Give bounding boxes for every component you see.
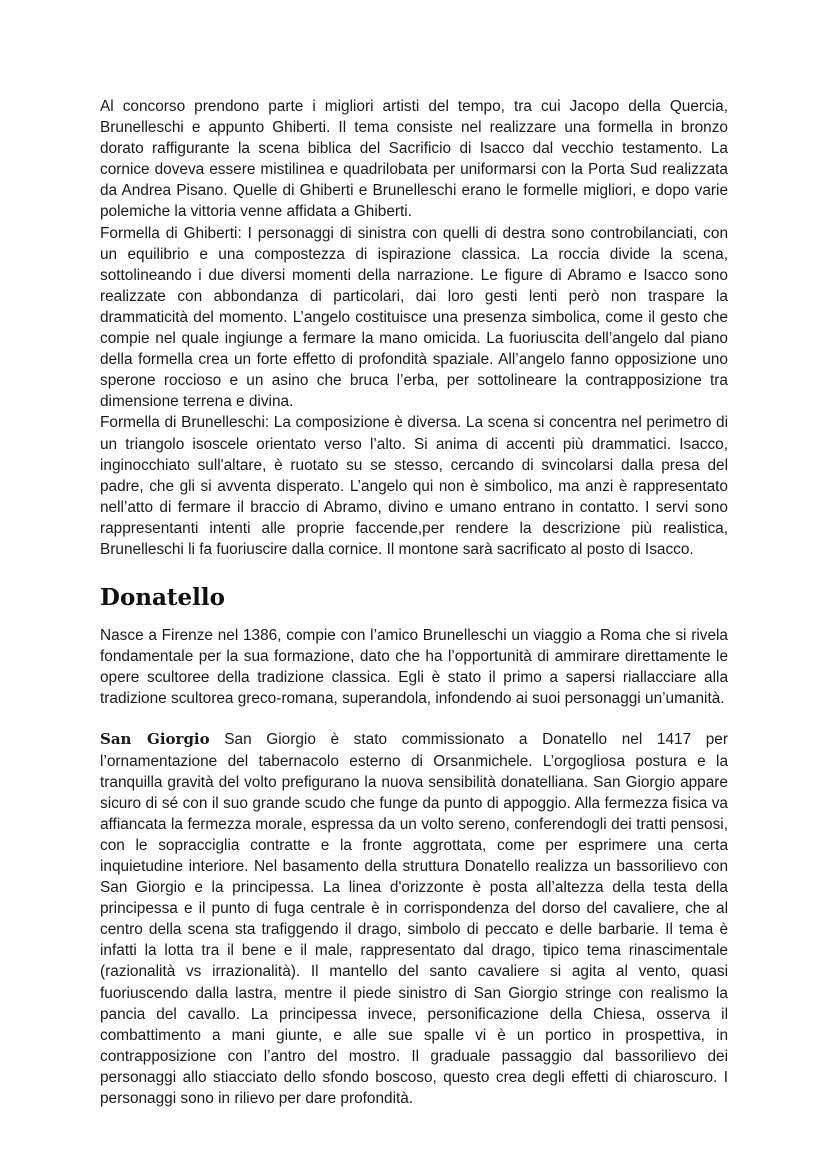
document-page — [100, 96, 728, 1109]
inline-title-san-giorgio: San Giorgio — [100, 730, 210, 749]
paragraph-ghiberti-panel: Formella di Ghiberti: I personaggi di sinistra con quelli di destra sono controbilanciati, con un equilibrio e una compostezza di ispirazione classica. La roccia divide la scena, sottolineando i due diversi momenti della narrazione. Le figure di Abramo e Isacco sono realizzate con abbondanza di particolari, dai loro gesti lenti però non traspare la drammaticità del momento. L’angelo costituisce una presenza simbolica, come il gesto che compie nel quale ingiunge a fermare la mano omicida. La fuoriuscita dell’angelo dal piano della formella crea un forte effetto di profondità spaziale. All’angelo fanno opposizione uno sperone roccioso e un asino che bruca l’erba, per sottolineare la contrapposizione tra dimensione terrena e divina. — [100, 224, 728, 411]
paragraph-competition: Al concorso prendono parte i migliori artisti del tempo, tra cui Jacopo della Quercia, Brunelleschi e appunto Ghiberti. Il tema consiste nel realizzare una formella in bronzo dorato raffigurante la scena biblica del Sacrificio di Isacco dal vecchio testamento. La cornice doveva essere mistilinea e quadrilobata per uniformarsi con la Porta Sud realizzata da Andrea Pisano. Quelle di Ghiberti e Brunelleschi erano le formelle migliori, e dopo varie polemiche la vittoria venne affidata a Ghiberti. — [100, 98, 728, 221]
paragraph-gap — [100, 709, 728, 729]
section-heading-donatello: Donatello — [100, 584, 225, 612]
san-giorgio-text: San Giorgio è stato commissionato a Donatello nel 1417 per l’ornamentazione del tabernacolo esterno di Orsanmichele. L’orgogliosa postura e la tranquilla gravità del volto prefigurano la nuova sensibilità donatelliana. San Giorgio appare sicuro di sé con il suo grande scudo che funge da punto di appoggio. Alla fermezza fisica va affiancata la fermezza morale, espressa da un volto sereno, conferendogli dei tratti pensosi, con le sopracciglia contratte e la fronte aggrottata, come per esprimere una certa inquietudine interiore. Nel basamento della struttura Donatello realizza un bassorilievo con San Giorgio e la principessa. La linea d'orizzonte è posta all’altezza della testa della principessa e il punto di fuga centrale è in corrispondenza del dorso del cavaliere, che al centro della scena sta trafiggendo il drago, simbolo di peccato e delle barbarie. Il tema è infatti la lotta tra il bene e il male, rappresentato dal drago, tipico tema rinascimentale (razionalità vs irrazionalità). Il mantello del santo cavaliere si agita al vento, quasi fuoriuscendo dalla lastra, mentre il piede sinistro di San Giorgio stringe con realismo la pancia del cavallo. La principessa invece, personificazione della Chiesa, osserva il combattimento a mani giunte, e alle sue spalle vi è un portico in prospettiva, in contrapposizione con l’antro del mostro. Il graduale passaggio dal bassorilievo dei personaggi allo stiacciato dello sfondo boscoso, questo crea degli effetti di chiaroscuro. I personaggi sono in rilievo per dare profondità. — [100, 731, 728, 1108]
paragraph-brunelleschi-panel: Formella di Brunelleschi: La composizione è diversa. La scena si concentra nel perimetro di un triangolo isoscele orientato verso l’alto. Si anima di accenti più drammatici. Isacco, inginocchiato sull'altare, è ruotato su se stesso, cercando di svincolarsi dalla presa del padre, che gli si avventa disperato. L’angelo qui non è simbolico, ma anzi è rappresentato nell’atto di fermare il braccio di Abramo, divino e umano entrano in contatto. I servi sono rappresentanti intenti alle proprie faccende,per rendere la descrizione più realistica, Brunelleschi li fa fuoriuscire dalla cornice. Il montone sarà sacrificato al posto di Isacco. — [100, 414, 728, 558]
paragraph-donatello-bio: Nasce a Firenze nel 1386, compie con l’amico Brunelleschi un viaggio a Roma che si rivela fondamentale per la sua formazione, dato che ha l’opportunità di ammirare direttamente le opere scultoree della tradizione classica. Egli è stato il primo a sapersi riallacciare alla tradizione scultorea greco-romana, superandola, infondendo ai suoi personaggi un’umanità. — [100, 627, 728, 708]
paragraph-san-giorgio — [100, 729, 728, 1109]
